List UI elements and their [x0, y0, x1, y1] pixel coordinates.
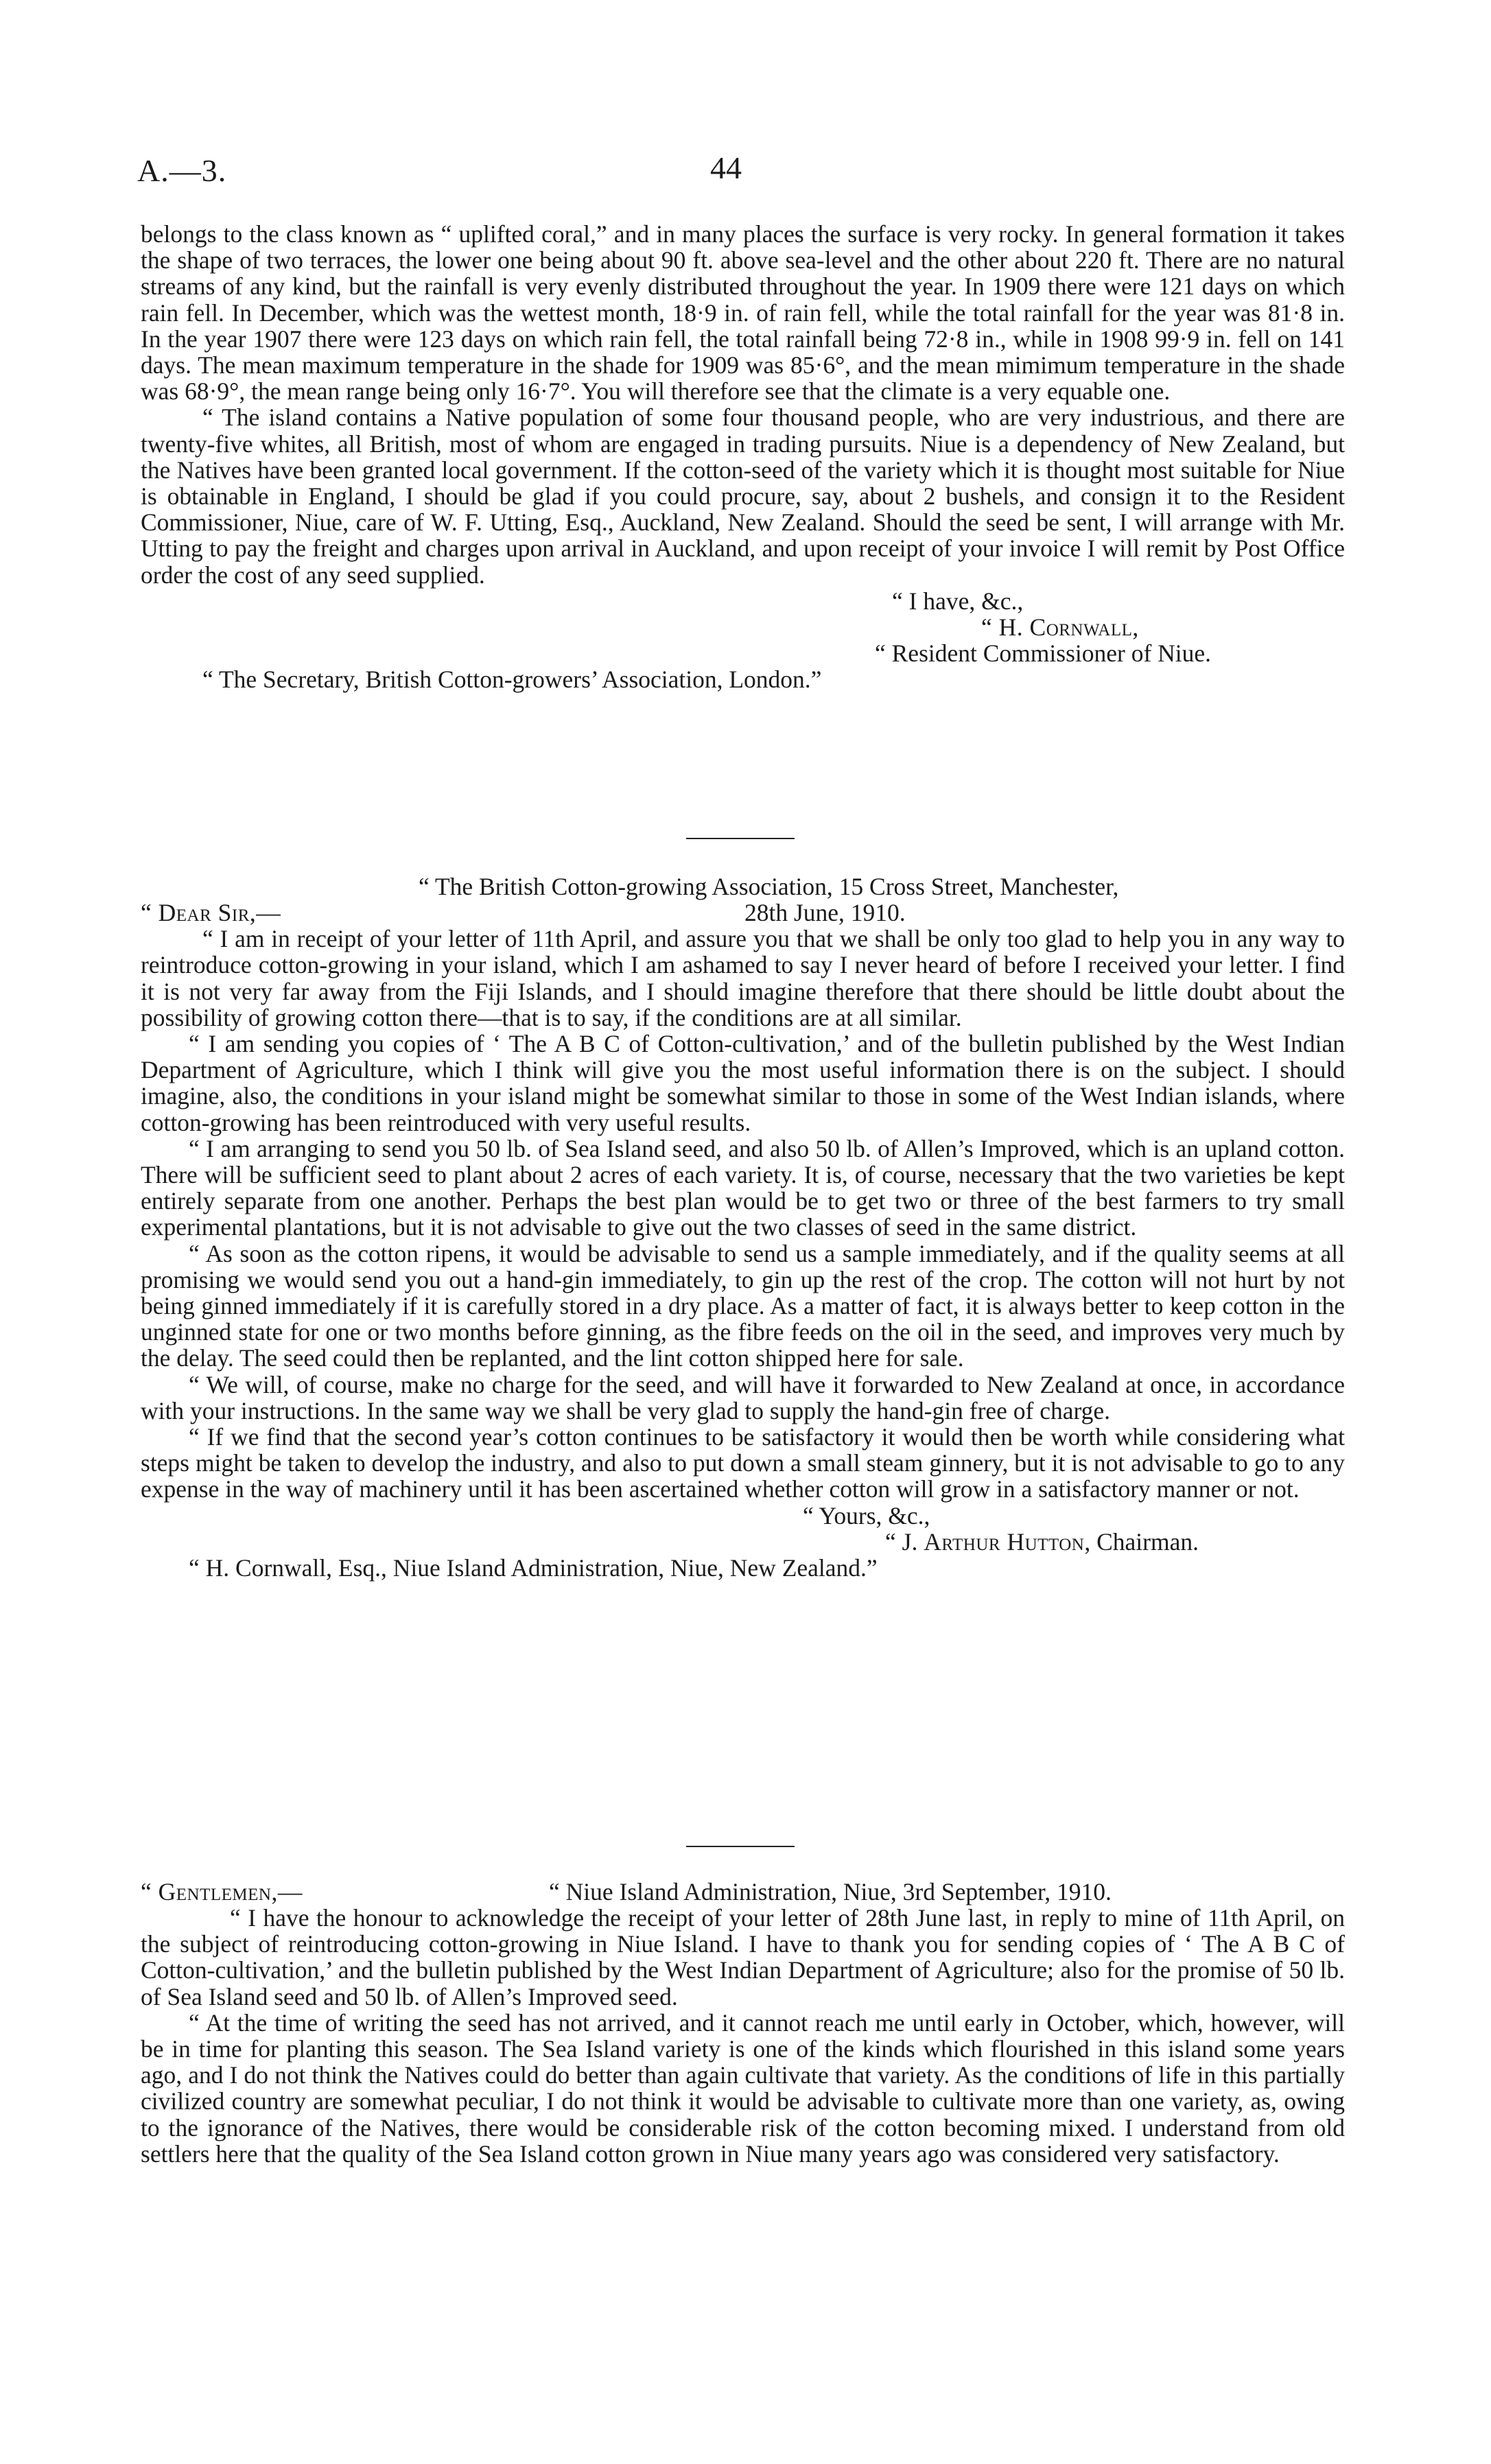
letter-1-closing: “ I have, &c.,: [892, 587, 1024, 615]
letter-2-paragraph: “ I am arranging to send you 50 lb. of Sea Island seed, and also 50 lb. of Allen’s Improved, which is an upland cotton. There will be sufficient seed to plant about 2 acres of each variety. It is, of course, necessary that the two varieties be kept entirely separate from one another. Perhaps the best plan would be to get two or three of the best farmers to try small experimental plantations, but it is not advisable to give out the two classes of seed in the same district.: [141, 1134, 1345, 1241]
letter-2-signature-suffix: , Chairman.: [1084, 1527, 1199, 1556]
letter-3-section: [141, 1879, 1345, 2167]
letter-2-paragraph: “ I am in receipt of your letter of 11th April, and assure you that we shall be only too glad to help you in any way to reintroduce cotton-growing in your island, which I am ashamed to say I never heard of before I received your letter. I find it is not very far away from the Fiji Islands, and I should imagine therefore that there should be little doubt about the possibility of growing cotton there—that is to say, if the conditions are at all similar.: [141, 925, 1345, 1031]
letter-3-paragraph: “ At the time of writing the seed has not arrived, and it cannot reach me until early in October, which, however, will be in time for planting this season. The Sea Island variety is one of the kinds which flourished in this island some years ago, and I do not think the Natives could do better than again cultivate that variety. As the conditions of life in this partially civilized country are somewhat peculiar, I do not think it would be advisable to cultivate more than one variety, as, owing to the ignorance of the Natives, there would be considerable risk of the cotton becoming mixed. I understand from old settlers here that the quality of the Sea Island cotton grown in Niue many years ago was considered very satisfactory.: [141, 2008, 1345, 2168]
letter-2-section: [141, 873, 1345, 1581]
page-number: 44: [710, 150, 742, 185]
section-divider: [686, 838, 795, 839]
letter-2-closing: “ Yours, &c.,: [803, 1501, 930, 1529]
section-divider: [686, 1846, 795, 1847]
letter-1-paragraph: belongs to the class known as “ uplifted coral,” and in many places the surface is very rocky. In general formation it takes the shape of two terraces, the lower one being about 90 ft. above sea-level and the other about 220 ft. There are no natural streams of any kind, but the rainfall is very evenly distributed throughout the year. In 1909 there were 121 days on which rain fell. In December, which was the wettest month, 18·9 in. of rain fell, while the total rainfall for the year was 81·8 in. In the year 1907 there were 123 days on which rain fell, the total rainfall being 72·8 in., while in 1908 99·9 in. fell on 141 days. The mean maximum temperature in the shade for 1909 was 85·6°, and the mean mimimum temperature in the shade was 68·9°, the mean range being only 16·7°. You will therefore see that the climate is a very equable one.: [141, 220, 1345, 406]
letter-1-signature-title: “ Resident Commissioner of Niue.: [875, 640, 1212, 668]
letter-1-paragraph: “ The island contains a Native population of some four thousand people, who are very industrious, and there are twenty-five whites, all British, most of whom are engaged in trading pursuits. Niue is a dependency of New Zealand, but the Natives have been granted local government. If the cotton-seed of the variety which it is thought most suitable for Niue is obtainable in England, I should be glad if you could procure, say, about 2 bushels, and consign it to the Resident Commissioner, Niue, care of W. F. Utting, Esq., Auckland, New Zealand. Should the seed be sent, I will arrange with Mr. Utting to pay the freight and charges upon arrival in Auckland, and upon receipt of your invoice I will remit by Post Office order the cost of any seed supplied.: [141, 403, 1345, 589]
letter-2-address: “ The British Cotton-growing Association, 15 Cross Street, Manchester,: [419, 873, 1119, 900]
letter-2-paragraph: “ If we find that the second year’s cotton continues to be satisfactory it would then be worth while considering what steps might be taken to develop the industry, and also to put down a small steam ginnery, but it is not advisable to go to any expense in the way of machinery until it has been ascertained whether cotton will grow in a satisfactory manner or not.: [141, 1423, 1345, 1503]
letter-2-addressee: “ H. Cornwall, Esq., Niue Island Administration, Niue, New Zealand.”: [189, 1554, 878, 1582]
letter-1-addressee: “ The Secretary, British Cotton-growers’ Association, London.”: [202, 666, 822, 694]
letter-2-paragraph: “ As soon as the cotton ripens, it would be advisable to send us a sample immediately, and if the quality seems at all promising we would send you out a hand-gin immediately, to gin up the rest of the crop. The cotton will not hurt by not being ginned immediately if it is carefully stored in a dry place. As a matter of fact, it is always better to keep cotton in the unginned state for one or two months before ginning, as the fibre feeds on the oil in the seed, and improves very much by the delay. The seed could then be replanted, and the lint cotton shipped here for sale.: [141, 1239, 1345, 1372]
letter-3-paragraph: “ I have the honour to acknowledge the receipt of your letter of 28th June last, in reply to mine of 11th April, on the subject of reintroducing cotton-growing in Niue Island. I have to thank you for sending copies of ‘ The A B C of Cotton-cultivation,’ and the bulletin published by the West Indian Department of Agriculture; also for the promise of 50 lb. of Sea Island seed and 50 lb. of Allen’s Improved seed.: [141, 1904, 1345, 2010]
letter-1-signature-name: “ H. Cornwall,: [981, 613, 1139, 642]
letter-1-section: [141, 221, 1345, 693]
letter-2-signature-prefix: “ J.: [885, 1527, 924, 1556]
letter-3-salutation-row: [141, 1879, 1345, 1905]
document-reference: A.—3.: [137, 153, 227, 188]
letter-2-paragraph: “ We will, of course, make no charge for the seed, and will have it forwarded to New Zealand at once, in accordance with your instructions. In the same way we shall be very glad to supply the hand-gin free of charge.: [141, 1370, 1345, 1424]
letter-2-salutation-row: [141, 900, 1345, 926]
letter-2-date: 28th June, 1910.: [744, 899, 906, 927]
letter-2-signature-name: Arthur Hutton: [924, 1527, 1085, 1556]
letter-2-salutation: “ Dear Sir,—: [141, 899, 281, 927]
letter-3-address-date: “ Niue Island Administration, Niue, 3rd September, 1910.: [549, 1878, 1112, 1905]
letter-2-signature: [141, 1529, 1345, 1555]
letter-3-salutation: “ Gentlemen,—: [141, 1878, 303, 1905]
letter-2-paragraph: “ I am sending you copies of ‘ The A B C of Cotton-cultivation,’ and of the bulletin published by the West Indian Department of Agriculture, which I think will give you the most useful information there is on the subject. I should imagine, also, the conditions in your island might be somewhat similar to those in some of the West Indian islands, where cotton-growing has been reintroduced with very useful results.: [141, 1030, 1345, 1136]
